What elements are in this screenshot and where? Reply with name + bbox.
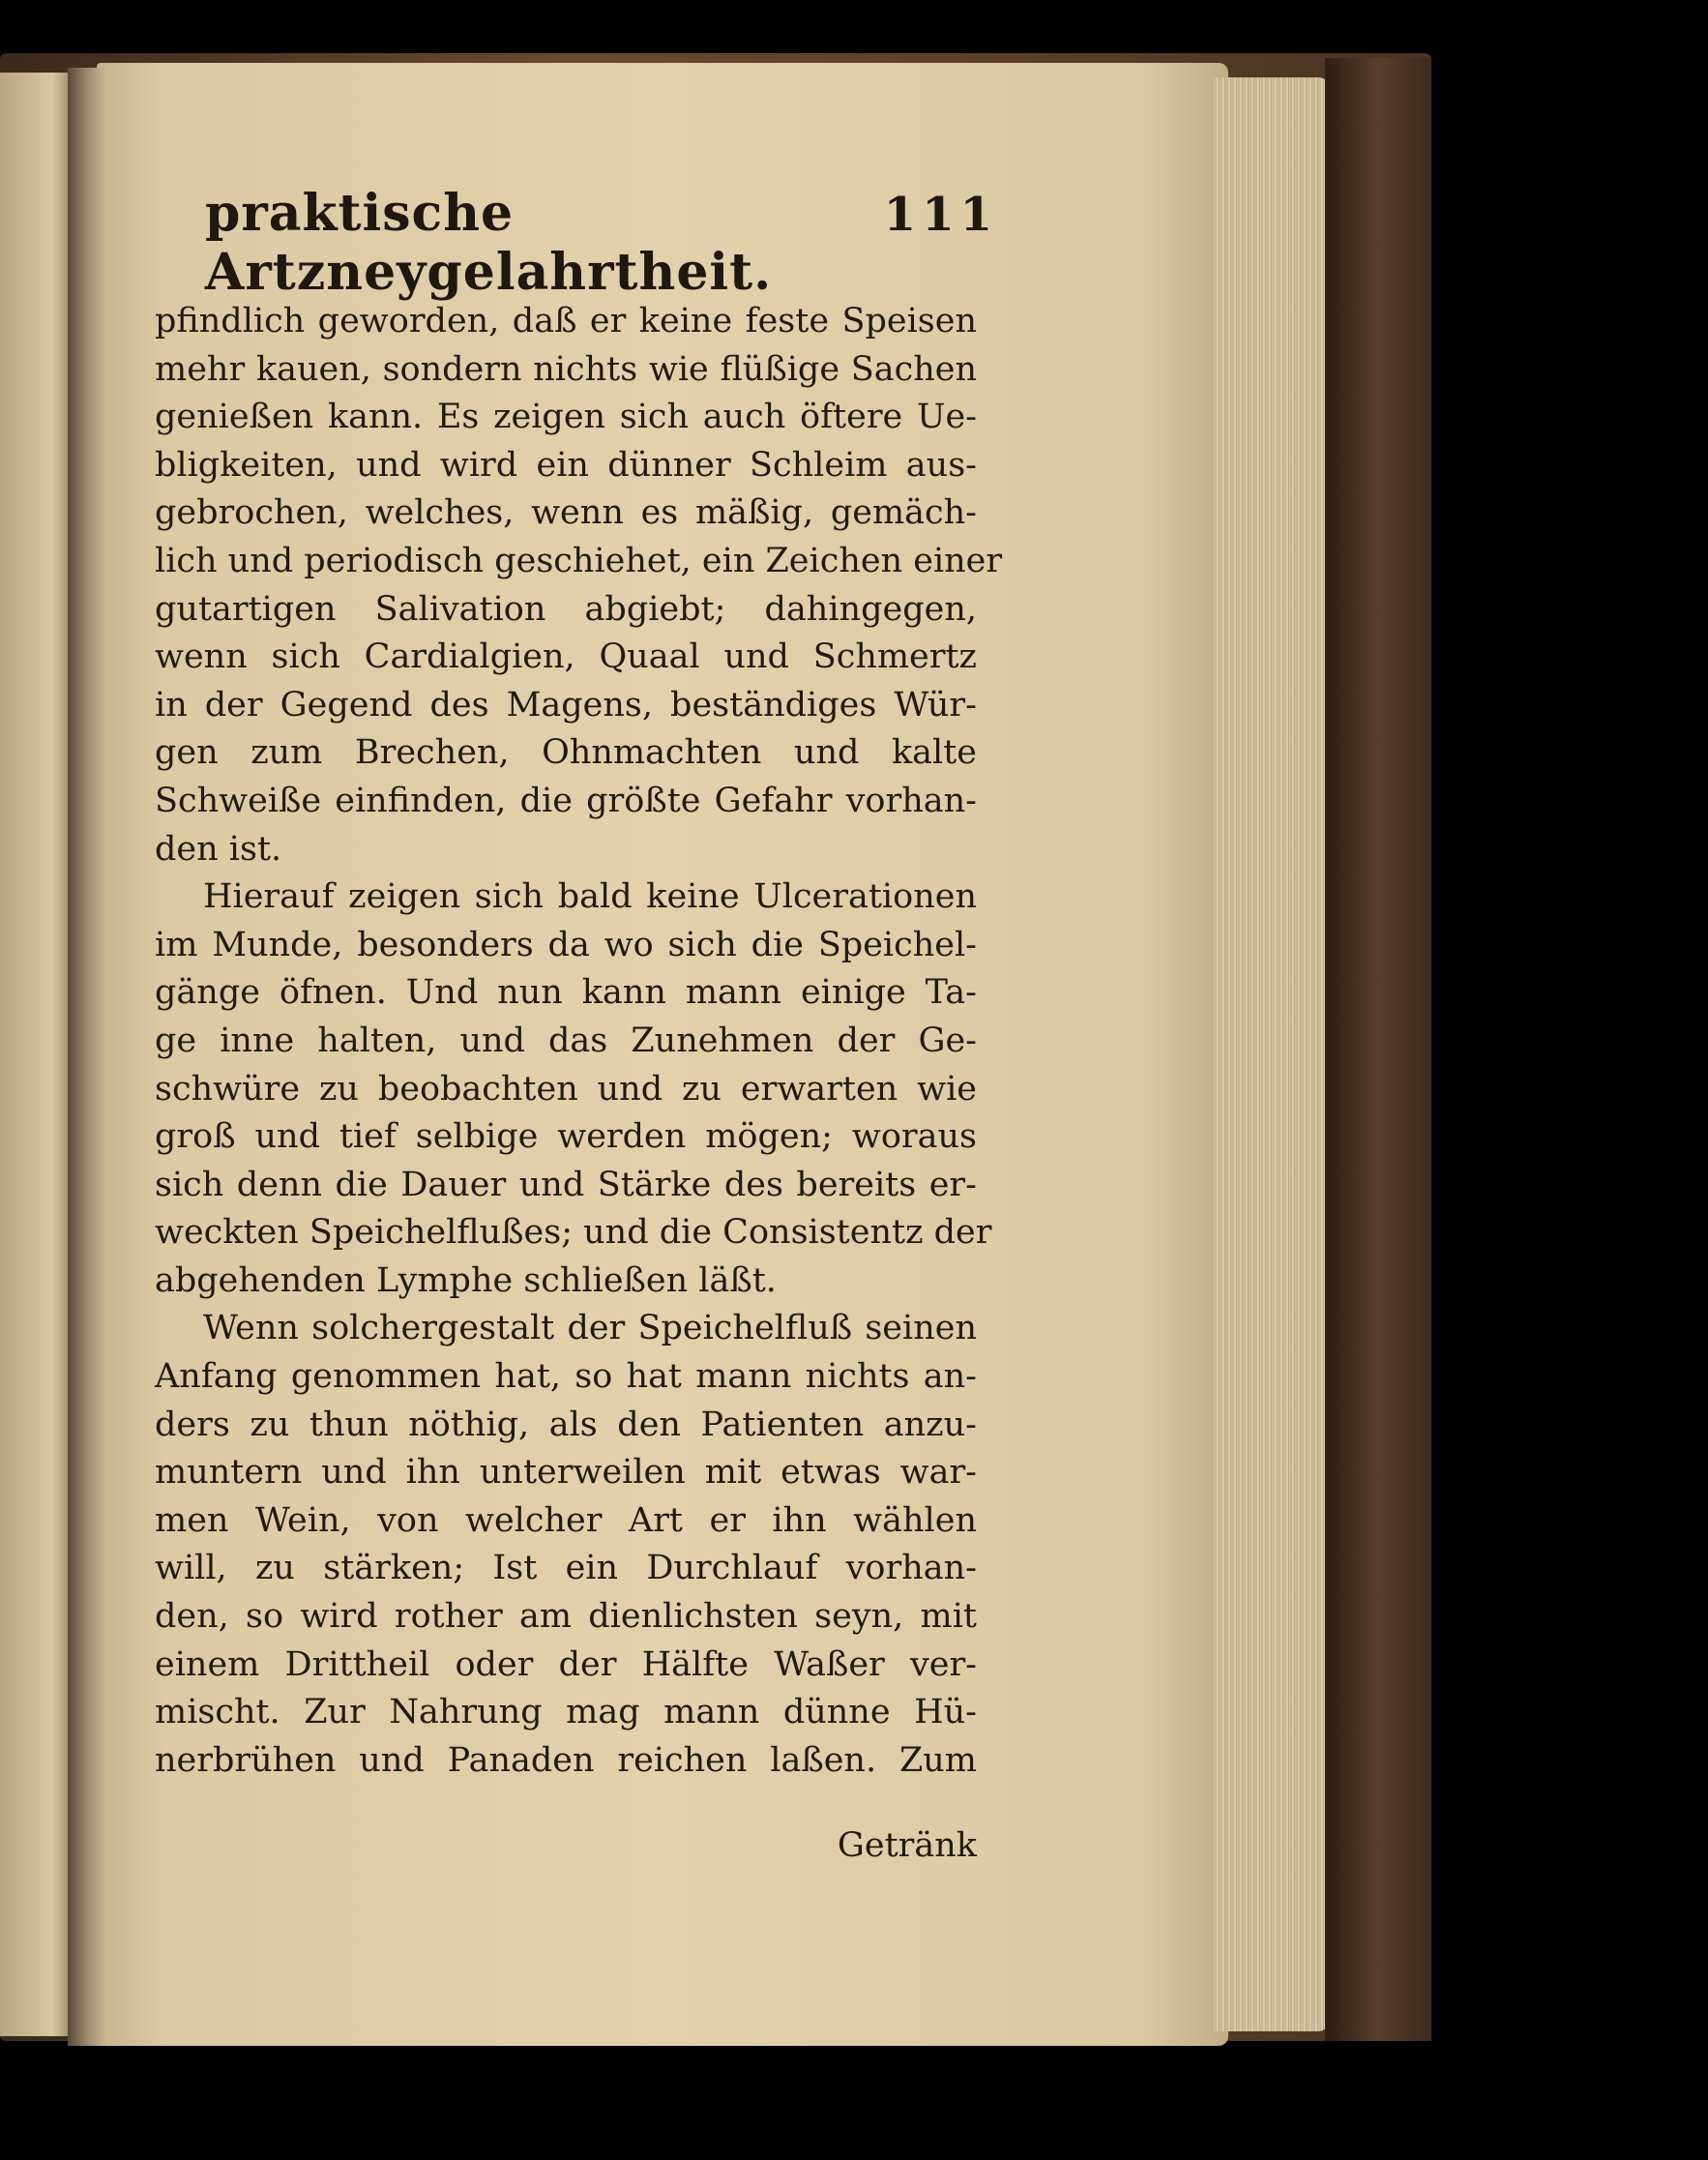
text-line: groß und tief selbige werden mögen; woraus: [155, 1117, 977, 1157]
text-line: nerbrühen und Panaden reichen laßen. Zum: [155, 1740, 977, 1780]
text-line: schwüre zu beobachten und zu erwarten wie: [155, 1069, 977, 1109]
text-line: Schweiße einfinden, die größte Gefahr vorhan-: [155, 781, 977, 820]
running-title: praktische Artzneygelahrtheit.: [205, 184, 773, 302]
left-page-edge: [0, 73, 75, 2036]
body-text: [155, 298, 1003, 1785]
text-line: sich denn die Dauer und Stärke des bereits er-: [155, 1165, 977, 1204]
text-line: bligkeiten, und wird ein dünner Schleim aus-: [155, 445, 977, 485]
text-line: ge inne halten, und das Zunehmen der Ge-: [155, 1021, 977, 1060]
text-line: genießen kann. Es zeigen sich auch öftere Ue-: [155, 398, 977, 437]
text-line: muntern und ihn unterweilen mit etwas war-: [155, 1453, 977, 1493]
text-line: gen zum Brechen, Ohnmachten und kalte: [155, 733, 977, 773]
book-gutter: [68, 68, 106, 2046]
text-line: mehr kauen, sondern nichts wie flüßige Sachen: [155, 349, 977, 389]
text-line: ders zu thun nöthig, als den Patienten anzu-: [155, 1405, 977, 1444]
text-line: mischt. Zur Nahrung mag mann dünne Hü-: [155, 1693, 977, 1732]
text-line: pfindlich geworden, daß er keine feste Speisen: [155, 302, 977, 340]
text-line: abgehenden Lymphe schließen läßt.: [155, 1260, 777, 1300]
text-line: den ist.: [155, 829, 282, 869]
page-number: 111: [883, 188, 998, 242]
text-line: weckten Speichelflußes; und die Consistentz der: [155, 1213, 992, 1253]
text-line: einem Drittheil oder der Hälfte Waßer ver-: [155, 1644, 977, 1684]
page-edges: [1214, 77, 1330, 2031]
text-line: im Munde, besonders da wo sich die Speichel-: [155, 925, 977, 964]
text-line: Hierauf zeigen sich bald keine Ulcerationen: [203, 877, 977, 917]
text-line: wenn sich Cardialgien, Quaal und Schmertz: [155, 637, 977, 677]
text-line: den, so wird rother am dienlichsten seyn, mit: [155, 1597, 977, 1637]
catchword: Getränk: [837, 1826, 977, 1865]
text-line: in der Gegend des Magens, beständiges Wür-: [155, 685, 977, 725]
text-line: gänge öfnen. Und nun kann mann einige Ta-: [155, 973, 977, 1013]
book-board-edge: [1325, 58, 1431, 2041]
page-header: [205, 184, 998, 302]
text-line: will, zu stärken; Ist ein Durchlauf vorhan-: [155, 1549, 977, 1588]
text-line: gutartigen Salivation abgiebt; dahingegen,: [155, 589, 977, 629]
text-line: men Wein, von welcher Art er ihn wählen: [155, 1500, 977, 1540]
text-line: lich und periodisch geschiehet, ein Zeichen einer: [155, 541, 1003, 580]
text-line: Wenn solchergestalt der Speichelfluß seinen: [203, 1309, 977, 1348]
text-line: Anfang genommen hat, so hat mann nichts an-: [155, 1357, 977, 1397]
text-line: gebrochen, welches, wenn es mäßig, gemäch-: [155, 493, 977, 533]
